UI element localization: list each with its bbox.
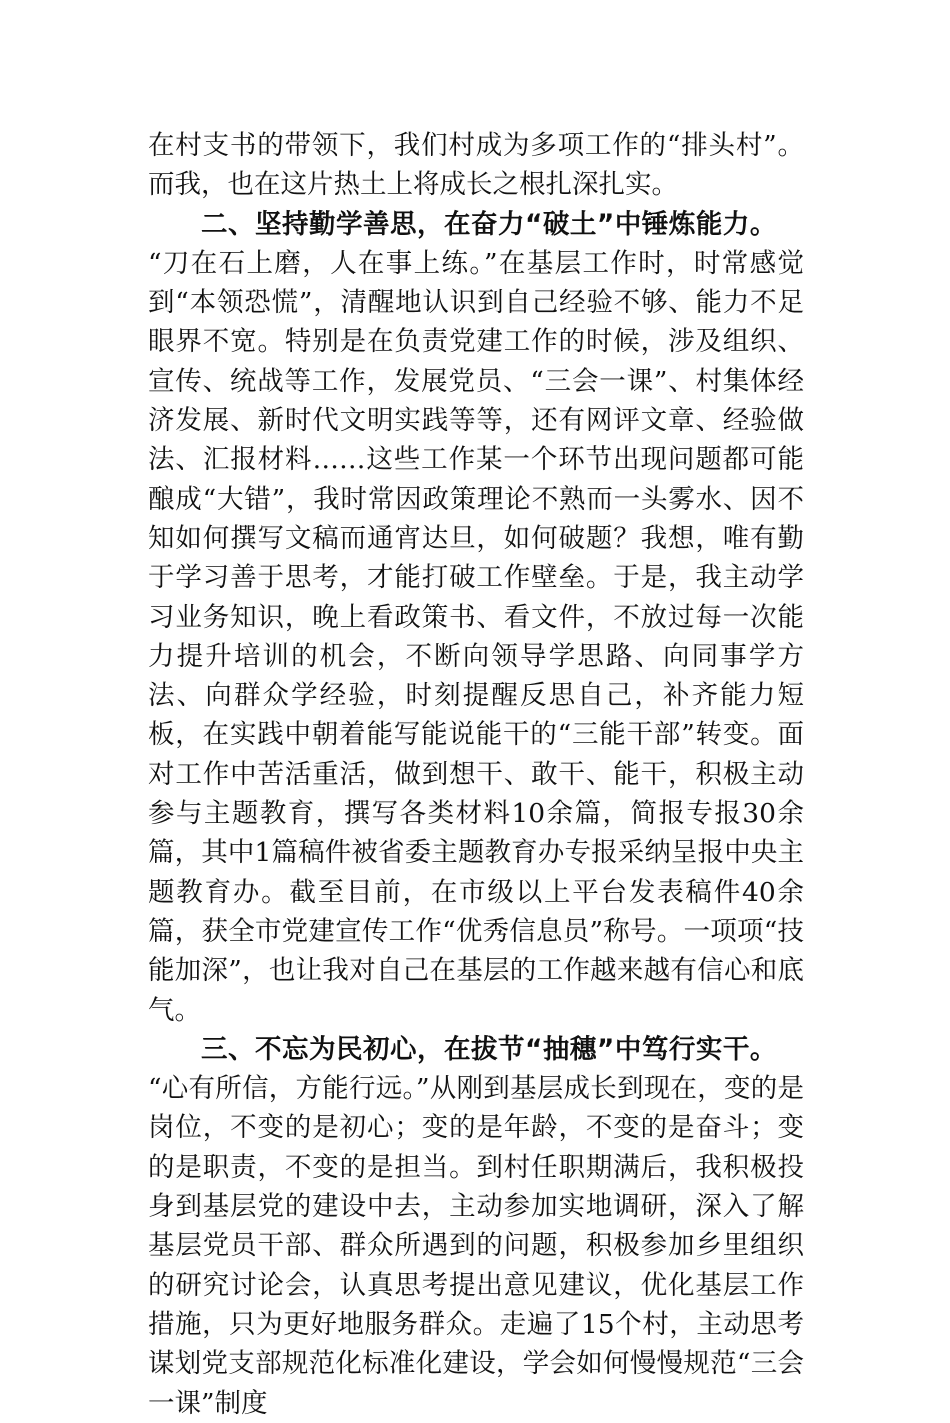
- paragraph-section-3: “心有所信，方能行远。”从刚到基层成长到现在，变的是岗位，不变的是初心；变的是年龄，不变的是奋斗；变的是职责，不变的是担当。到村任职期满后，我积极投身到基层党的建设中去，主动参加实地调研，深入了解基层党员干部、群众所遇到的问题，积极参加乡里组织的研究讨论会，认真思考提出意见建议，优化基层工作措施，只为更好地服务群众。走遍了15个村，主动思考谋划党支部规范化标准化建设，学会如何慢慢规范“三会一课”制度: [148, 1073, 804, 1419]
- section-heading-2: 二、坚持勤学善思，在奋力“破土”中锤炼能力。: [201, 208, 777, 240]
- document-page: [148, 126, 804, 1423]
- paragraph-intro-continuation: 在村支书的带领下，我们村成为多项工作的“排头村”。而我，也在这片热土上将成长之根扎深扎实。: [148, 130, 804, 201]
- section-heading-3: 三、不忘为民初心，在拔节“抽穗”中笃行实干。: [201, 1033, 777, 1065]
- paragraph-section-2: “刀在石上磨，人在事上练。”在基层工作时，时常感觉到“本领恐慌”，清醒地认识到自己经验不够、能力不足眼界不宽。特别是在负责党建工作的时候，涉及组织、宣传、统战等工作，发展党员、“三会一课”、村集体经济发展、新时代文明实践等等，还有网评文章、经验做法、汇报材料……这些工作某一个环节出现问题都可能酿成“大错”，我时常因政策理论不熟而一头雾水、因不知如何撰写文稿而通宵达旦，如何破题？我想，唯有勤于学习善于思考，才能打破工作壁垒。于是，我主动学习业务知识，晚上看政策书、看文件，不放过每一次能力提升培训的机会，不断向领导学思路、向同事学方法、向群众学经验，时刻提醒反思自己，补齐能力短板，在实践中朝着能写能说能干的“三能干部”转变。面对工作中苦活重活，做到想干、敢干、能干，积极主动参与主题教育，撰写各类材料10余篇，简报专报30余篇，其中1篇稿件被省委主题教育办专报采纳呈报中央主题教育办。截至目前，在市级以上平台发表稿件40余篇，获全市党建宣传工作“优秀信息员”称号。一项项“技能加深”，也让我对自己在基层的工作越来越有信心和底气。: [148, 247, 804, 1026]
